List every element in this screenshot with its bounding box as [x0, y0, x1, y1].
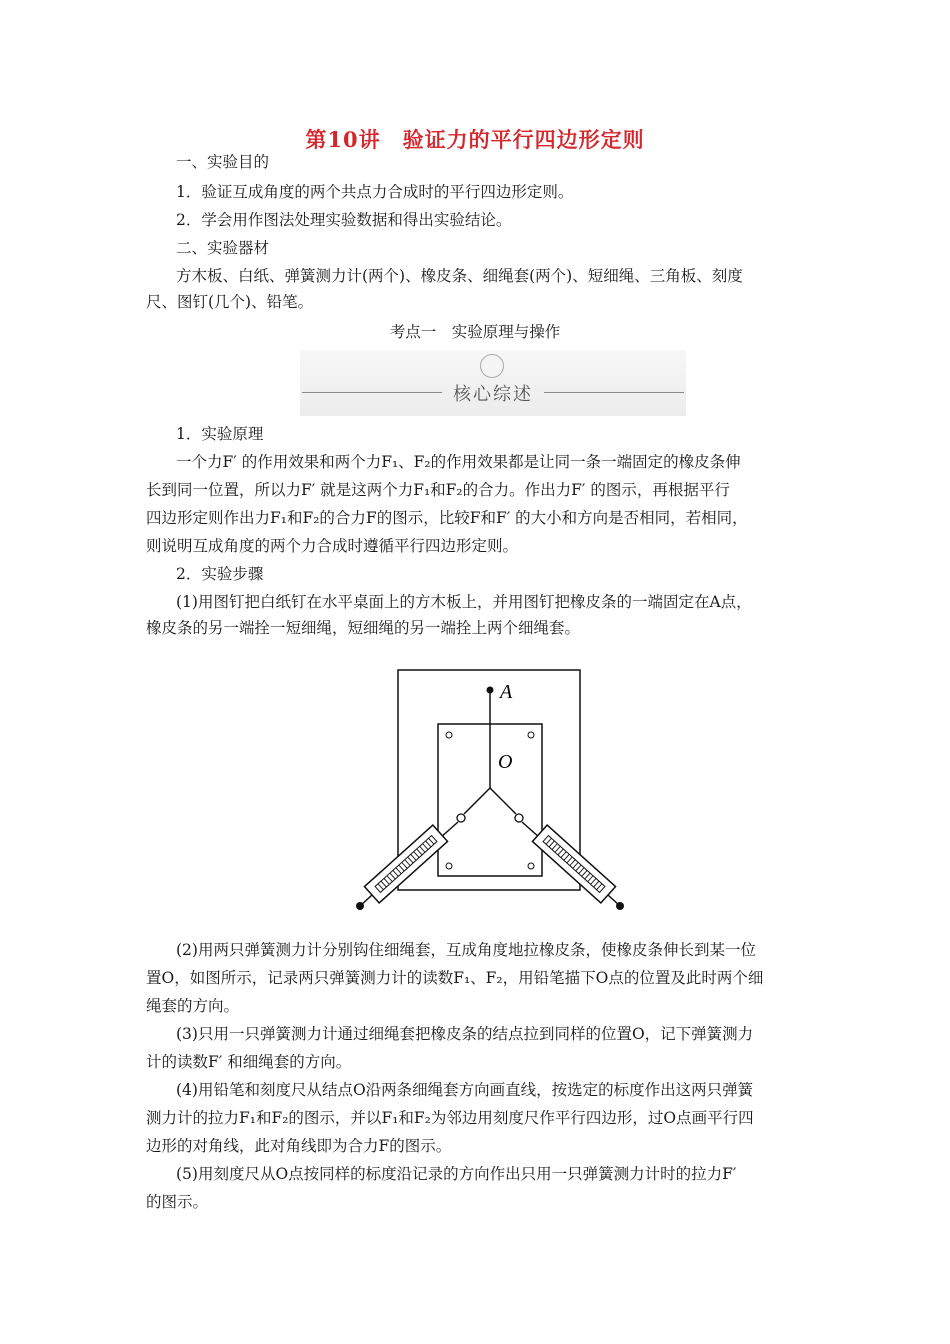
handle-left [356, 902, 364, 910]
string-left [464, 788, 490, 814]
paragraph-line: 四边形定则作出力F₁和F₂的合力F的图示，比较F和F′ 的大小和方向是否相同，若相同， [146, 509, 748, 527]
paragraph-line: 一个力F′ 的作用效果和两个力F₁、F₂的作用效果都是让同一条一端固定的橡皮条伸 [176, 453, 741, 471]
section-heading: 1．实验原理 [176, 425, 264, 443]
paragraph-line: (2)用两只弹簧测力计分别钩住细绳套，互成角度地拉橡皮条，使橡皮条伸长到某一位 [176, 941, 756, 959]
paragraph-line: 长到同一位置，所以力F′ 就是这两个力F₁和F₂的合力。作出力F′ 的图示，再根据平行 [146, 481, 730, 499]
section-heading: 2．实验步骤 [176, 565, 264, 583]
pin-icon [528, 863, 534, 869]
paragraph-line: 绳套的方向。 [146, 997, 240, 1015]
spring-balance-right [532, 825, 615, 903]
string-right [490, 788, 516, 814]
paragraph-line: 2．学会用作图法处理实验数据和得出实验结论。 [176, 211, 512, 229]
apparatus-diagram [346, 660, 636, 920]
core-summary-banner [300, 350, 686, 416]
paragraph-line: 测力计的拉力F₁和F₂的图示，并以F₁和F₂为邻边用刻度尺作平行四边形，过O点画平行四 [146, 1109, 754, 1127]
paragraph-line: (1)用图钉把白纸钉在水平桌面上的方木板上，并用图钉把橡皮条的一端固定在A点， [176, 593, 752, 611]
leaf-icon [480, 354, 504, 378]
paragraph-line: 置O，如图所示，记录两只弹簧测力计的读数F₁、F₂，用铅笔描下O点的位置及此时两个细 [146, 969, 764, 987]
pin-icon [528, 732, 534, 738]
handle-right [616, 902, 624, 910]
spring-balance-left [364, 825, 447, 903]
paragraph-line: 的图示。 [146, 1193, 209, 1211]
paragraph-line: 边形的对角线，此对角线即为合力F的图示。 [146, 1137, 452, 1155]
paragraph-line: (3)只用一只弹簧测力计通过细绳套把橡皮条的结点拉到同样的位置O，记下弹簧测力 [176, 1025, 754, 1043]
section-heading: 二、实验器材 [176, 239, 270, 257]
pin-icon [446, 863, 452, 869]
paragraph-line: 方木板、白纸、弹簧测力计(两个)、橡皮条、细绳套(两个)、短细绳、三角板、刻度 [176, 267, 743, 285]
paragraph-line: 计的读数F′ 和细绳套的方向。 [146, 1053, 352, 1071]
paragraph-line: 尺、图钉(几个)、铅笔。 [146, 293, 314, 311]
label-o: O [498, 751, 513, 773]
page-title: 第10讲 验证力的平行四边形定则 [305, 127, 645, 152]
paragraph-line: 1．验证互成角度的两个共点力合成时的平行四边形定则。 [176, 183, 574, 201]
paragraph-line: 橡皮条的另一端拴一短细绳，短细绳的另一端拴上两个细绳套。 [146, 619, 581, 637]
string-loop [515, 814, 523, 822]
section-heading: 一、实验目的 [176, 153, 270, 171]
pin-icon [446, 732, 452, 738]
paragraph-line: (4)用铅笔和刻度尺从结点O沿两条细绳套方向画直线，按选定的标度作出这两只弹簧 [176, 1081, 754, 1099]
paragraph-line: (5)用刻度尺从O点按同样的标度沿记录的方向作出只用一只弹簧测力计时的拉力F′ [176, 1165, 737, 1183]
banner-label: 核心综述 [453, 384, 533, 405]
paragraph-line: 则说明互成角度的两个力合成时遵循平行四边形定则。 [146, 537, 519, 555]
kaodian-heading: 考点一 实验原理与操作 [389, 323, 561, 341]
string-loop [457, 814, 465, 822]
label-a: A [500, 681, 513, 703]
